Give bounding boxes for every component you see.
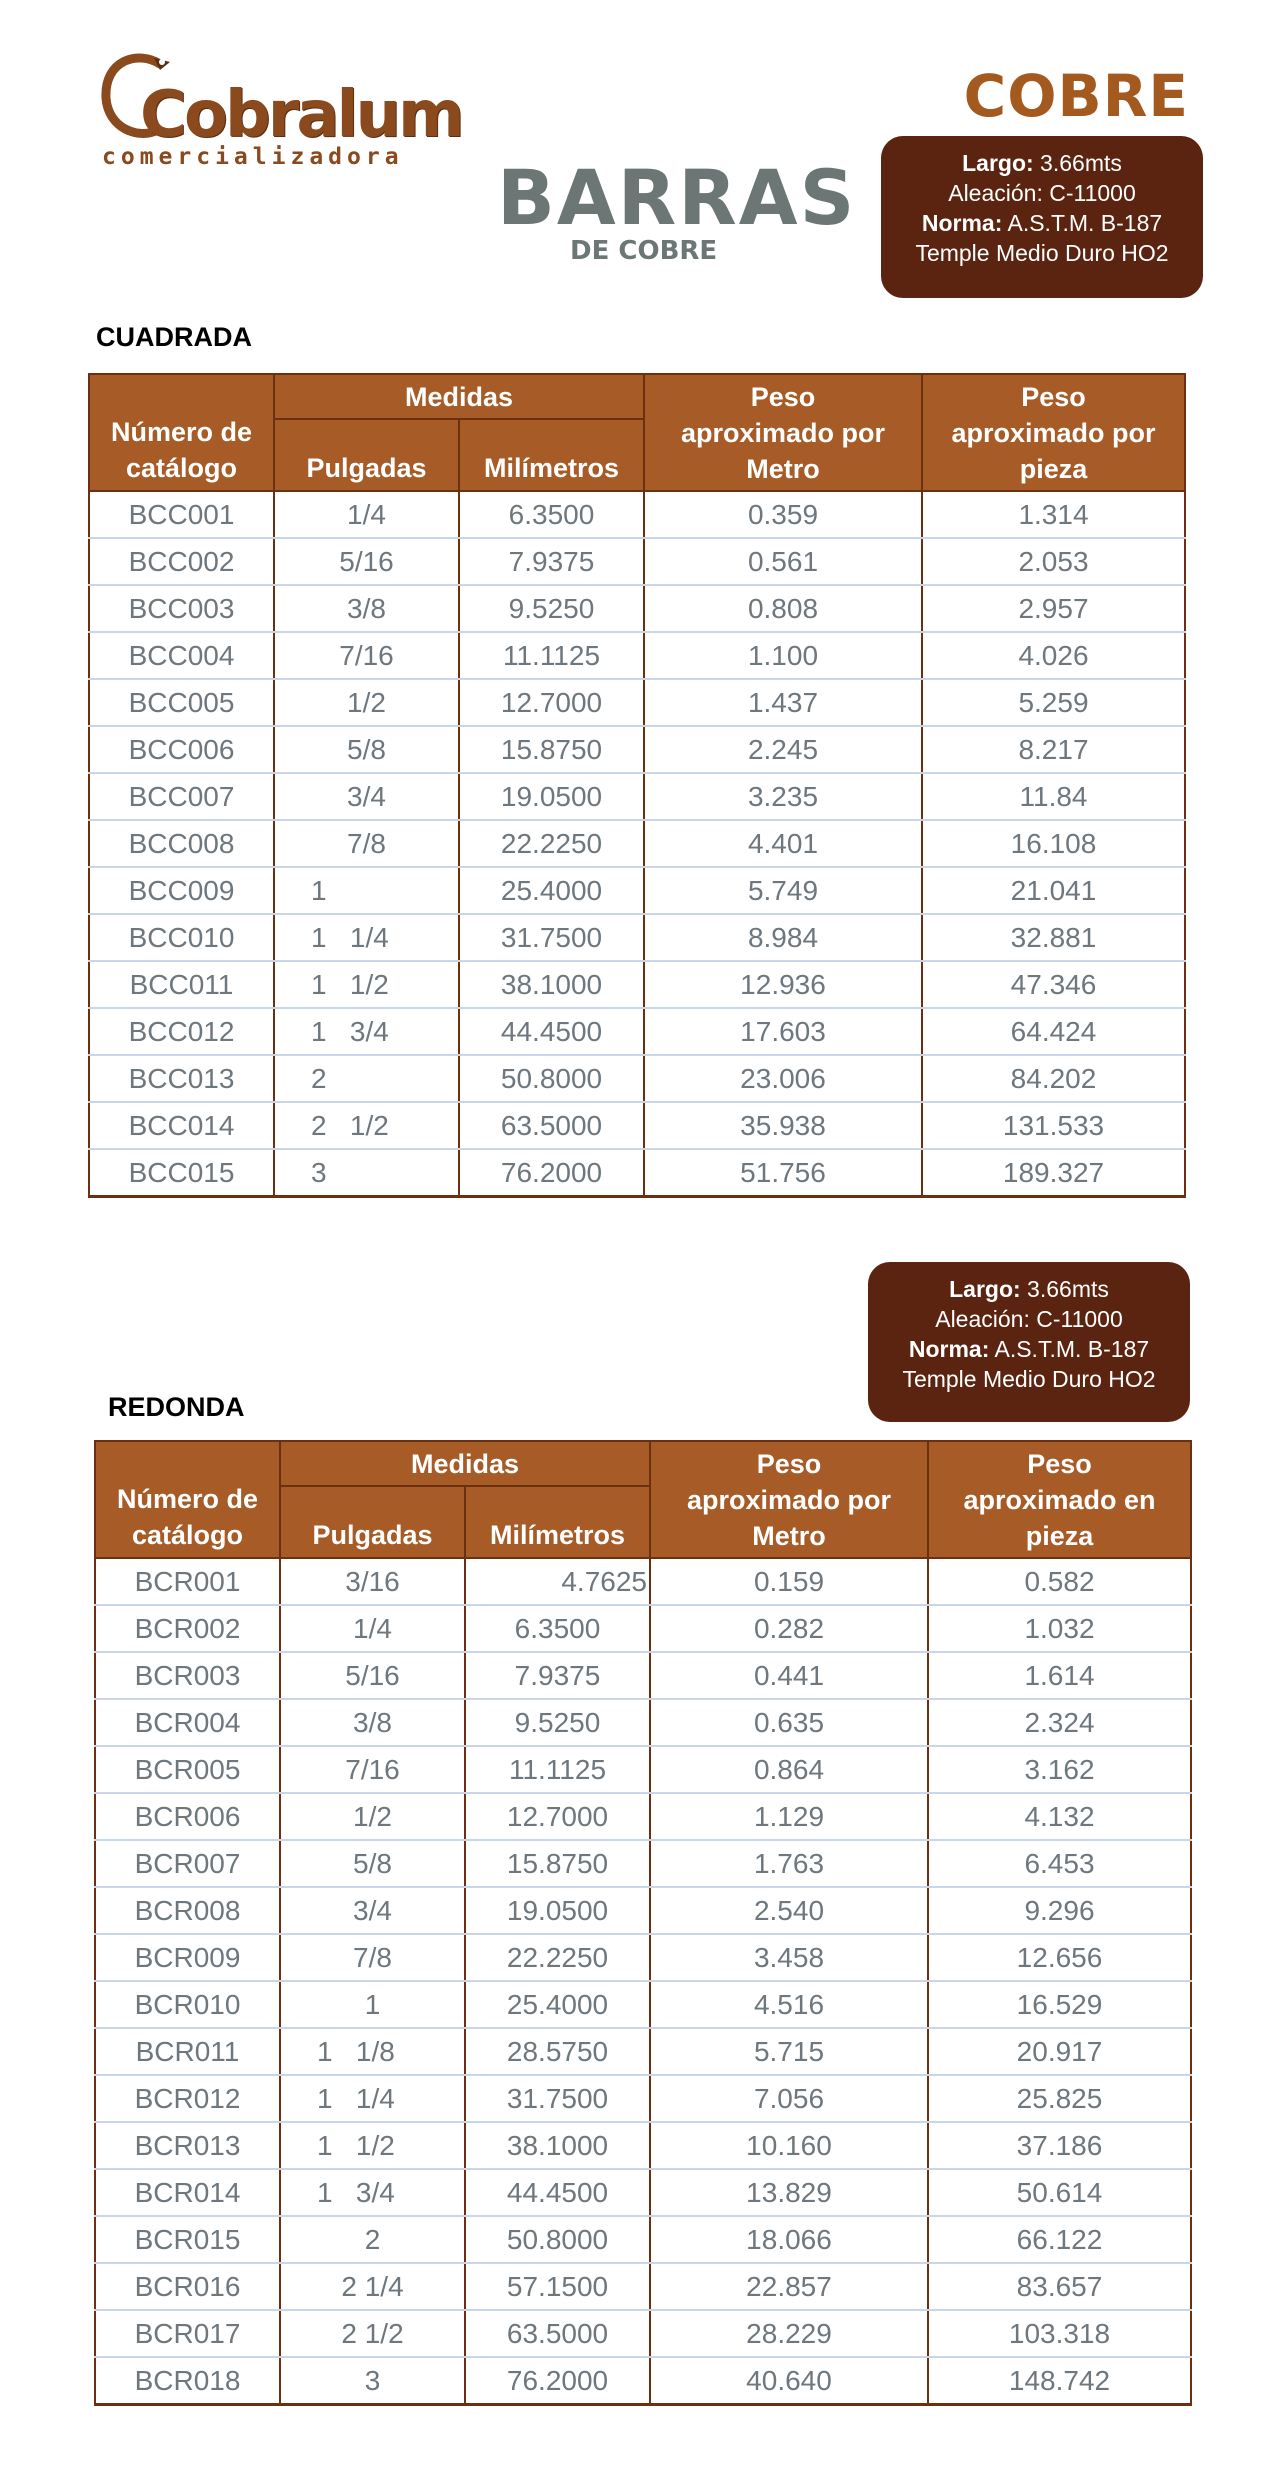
cell-peso-metro: 0.864 <box>650 1746 928 1793</box>
cell-milimetros: 4.7625 <box>465 1558 650 1605</box>
table-body-redonda <box>95 1558 1191 2405</box>
cell-pulgadas: 1 1/2 <box>280 2122 465 2169</box>
cell-peso-metro: 18.066 <box>650 2216 928 2263</box>
cell-milimetros: 44.4500 <box>459 1008 644 1055</box>
cell-pulgadas: 2 <box>280 2216 465 2263</box>
cell-milimetros: 7.9375 <box>459 538 644 585</box>
table-row <box>89 585 1185 632</box>
cell-catalogo: BCR008 <box>95 1887 280 1934</box>
cell-peso-metro: 5.749 <box>644 867 922 914</box>
cell-peso-pieza: 47.346 <box>922 961 1185 1008</box>
table-row <box>95 1840 1191 1887</box>
cell-peso-pieza: 4.132 <box>928 1793 1191 1840</box>
cell-peso-metro: 0.441 <box>650 1652 928 1699</box>
cell-milimetros: 31.7500 <box>465 2075 650 2122</box>
cell-peso-pieza: 50.614 <box>928 2169 1191 2216</box>
table-row <box>95 1605 1191 1652</box>
cell-peso-pieza: 1.032 <box>928 1605 1191 1652</box>
cell-peso-pieza: 66.122 <box>928 2216 1191 2263</box>
cell-peso-metro: 35.938 <box>644 1102 922 1149</box>
table-row <box>95 1887 1191 1934</box>
spec-box-redonda <box>868 1262 1190 1422</box>
cell-peso-pieza: 2.957 <box>922 585 1185 632</box>
metal-heading: COBRE <box>963 62 1189 130</box>
cell-peso-metro: 8.984 <box>644 914 922 961</box>
cell-milimetros: 28.5750 <box>465 2028 650 2075</box>
cell-peso-metro: 28.229 <box>650 2310 928 2357</box>
header-numero: Número de catálogo <box>89 374 274 491</box>
cell-catalogo: BCR007 <box>95 1840 280 1887</box>
cell-catalogo: BCR018 <box>95 2357 280 2405</box>
cell-catalogo: BCC012 <box>89 1008 274 1055</box>
cell-milimetros: 12.7000 <box>465 1793 650 1840</box>
spec-aleacion: Aleación: C-11000 <box>935 1306 1123 1332</box>
cell-milimetros: 31.7500 <box>459 914 644 961</box>
header-milimetros: Milímetros <box>459 419 644 491</box>
table-row <box>89 632 1185 679</box>
spec-aleacion: Aleación: C-11000 <box>948 180 1136 206</box>
cell-pulgadas: 5/16 <box>280 1652 465 1699</box>
cell-catalogo: BCR004 <box>95 1699 280 1746</box>
cell-milimetros: 9.5250 <box>459 585 644 632</box>
cell-milimetros: 9.5250 <box>465 1699 650 1746</box>
cell-pulgadas: 5/16 <box>274 538 459 585</box>
table-row <box>89 679 1185 726</box>
cell-peso-metro: 0.561 <box>644 538 922 585</box>
table-row <box>89 726 1185 773</box>
table-row <box>95 2169 1191 2216</box>
cell-peso-metro: 0.359 <box>644 491 922 538</box>
table-row <box>95 1934 1191 1981</box>
cell-catalogo: BCC015 <box>89 1149 274 1197</box>
cell-pulgadas: 1 <box>280 1981 465 2028</box>
cell-milimetros: 7.9375 <box>465 1652 650 1699</box>
cell-pulgadas: 3 <box>280 2357 465 2405</box>
table-row <box>89 1055 1185 1102</box>
cell-peso-pieza: 84.202 <box>922 1055 1185 1102</box>
table-row <box>95 2310 1191 2357</box>
cell-peso-metro: 23.006 <box>644 1055 922 1102</box>
spec-norma: Norma: A.S.T.M. B-187 <box>908 1336 1150 1362</box>
cell-peso-metro: 5.715 <box>650 2028 928 2075</box>
cell-milimetros: 6.3500 <box>459 491 644 538</box>
cell-milimetros: 57.1500 <box>465 2263 650 2310</box>
cell-catalogo: BCR016 <box>95 2263 280 2310</box>
logo-wordmark: Cobralum <box>140 78 462 152</box>
cell-catalogo: BCC013 <box>89 1055 274 1102</box>
cell-pulgadas: 1 1/4 <box>280 2075 465 2122</box>
cell-peso-metro: 0.808 <box>644 585 922 632</box>
cell-peso-pieza: 21.041 <box>922 867 1185 914</box>
cell-catalogo: BCC009 <box>89 867 274 914</box>
cell-milimetros: 76.2000 <box>465 2357 650 2405</box>
cell-peso-metro: 4.516 <box>650 1981 928 2028</box>
cell-catalogo: BCR011 <box>95 2028 280 2075</box>
cell-pulgadas: 1 3/4 <box>280 2169 465 2216</box>
cell-catalogo: BCR013 <box>95 2122 280 2169</box>
cell-peso-pieza: 1.614 <box>928 1652 1191 1699</box>
cell-peso-metro: 2.540 <box>650 1887 928 1934</box>
cell-catalogo: BCR005 <box>95 1746 280 1793</box>
cell-peso-metro: 40.640 <box>650 2357 928 2405</box>
cell-catalogo: BCR002 <box>95 1605 280 1652</box>
cell-peso-metro: 3.235 <box>644 773 922 820</box>
cell-milimetros: 44.4500 <box>465 2169 650 2216</box>
cell-peso-metro: 2.245 <box>644 726 922 773</box>
cell-milimetros: 6.3500 <box>465 1605 650 1652</box>
cell-milimetros: 25.4000 <box>465 1981 650 2028</box>
table-row <box>95 1746 1191 1793</box>
cell-catalogo: BCC004 <box>89 632 274 679</box>
cell-pulgadas: 5/8 <box>280 1840 465 1887</box>
cell-milimetros: 50.8000 <box>459 1055 644 1102</box>
cell-pulgadas: 1/2 <box>280 1793 465 1840</box>
cell-peso-pieza: 11.84 <box>922 773 1185 820</box>
cell-milimetros: 11.1125 <box>465 1746 650 1793</box>
cell-peso-metro: 0.159 <box>650 1558 928 1605</box>
cell-milimetros: 22.2250 <box>465 1934 650 1981</box>
cell-milimetros: 19.0500 <box>459 773 644 820</box>
cell-peso-metro: 1.100 <box>644 632 922 679</box>
header-medidas: Medidas <box>274 374 644 419</box>
cell-pulgadas: 2 <box>274 1055 459 1102</box>
cell-peso-pieza: 148.742 <box>928 2357 1191 2405</box>
cell-peso-metro: 17.603 <box>644 1008 922 1055</box>
cell-peso-pieza: 25.825 <box>928 2075 1191 2122</box>
cell-peso-pieza: 16.108 <box>922 820 1185 867</box>
header-medidas: Medidas <box>280 1441 650 1486</box>
cell-peso-pieza: 2.053 <box>922 538 1185 585</box>
cell-pulgadas: 3 <box>274 1149 459 1197</box>
cell-catalogo: BCC008 <box>89 820 274 867</box>
cell-peso-metro: 0.635 <box>650 1699 928 1746</box>
cell-peso-metro: 7.056 <box>650 2075 928 2122</box>
cell-milimetros: 63.5000 <box>465 2310 650 2357</box>
cell-milimetros: 11.1125 <box>459 632 644 679</box>
table-row <box>89 820 1185 867</box>
table-row <box>89 961 1185 1008</box>
table-row <box>95 1558 1191 1605</box>
cell-peso-pieza: 12.656 <box>928 1934 1191 1981</box>
cell-pulgadas: 1 1/2 <box>274 961 459 1008</box>
cell-pulgadas: 1 3/4 <box>274 1008 459 1055</box>
cell-peso-pieza: 83.657 <box>928 2263 1191 2310</box>
cell-catalogo: BCR001 <box>95 1558 280 1605</box>
section-title-redonda: REDONDA <box>108 1392 245 1422</box>
cell-peso-metro: 3.458 <box>650 1934 928 1981</box>
table-row <box>89 1149 1185 1197</box>
header-pulgadas: Pulgadas <box>280 1486 465 1558</box>
cell-catalogo: BCR015 <box>95 2216 280 2263</box>
cell-catalogo: BCC006 <box>89 726 274 773</box>
cell-peso-pieza: 4.026 <box>922 632 1185 679</box>
cell-milimetros: 63.5000 <box>459 1102 644 1149</box>
table-row <box>89 491 1185 538</box>
cell-peso-metro: 1.437 <box>644 679 922 726</box>
cell-catalogo: BCC007 <box>89 773 274 820</box>
cell-pulgadas: 2 1/4 <box>280 2263 465 2310</box>
cell-peso-metro: 1.763 <box>650 1840 928 1887</box>
table-row <box>95 1981 1191 2028</box>
cell-pulgadas: 1/2 <box>274 679 459 726</box>
spec-norma: Norma: A.S.T.M. B-187 <box>921 210 1163 236</box>
table-redonda <box>94 1440 1192 2406</box>
cell-catalogo: BCR003 <box>95 1652 280 1699</box>
cell-milimetros: 38.1000 <box>465 2122 650 2169</box>
cell-catalogo: BCR017 <box>95 2310 280 2357</box>
table-row <box>95 2075 1191 2122</box>
table-row <box>95 1793 1191 1840</box>
cell-peso-pieza: 103.318 <box>928 2310 1191 2357</box>
cell-pulgadas: 7/8 <box>280 1934 465 1981</box>
cell-pulgadas: 1/4 <box>274 491 459 538</box>
cell-pulgadas: 3/4 <box>280 1887 465 1934</box>
table-row <box>89 773 1185 820</box>
cell-catalogo: BCC010 <box>89 914 274 961</box>
cell-peso-metro: 1.129 <box>650 1793 928 1840</box>
cell-peso-metro: 12.936 <box>644 961 922 1008</box>
table-row <box>89 1008 1185 1055</box>
table-row <box>89 914 1185 961</box>
table-row <box>89 538 1185 585</box>
header-peso-pieza: Peso aproximado por pieza <box>922 374 1185 491</box>
table-cuadrada <box>88 373 1186 1198</box>
cell-peso-pieza: 32.881 <box>922 914 1185 961</box>
cell-catalogo: BCC002 <box>89 538 274 585</box>
cell-peso-pieza: 1.314 <box>922 491 1185 538</box>
cell-peso-pieza: 189.327 <box>922 1149 1185 1197</box>
cell-peso-metro: 22.857 <box>650 2263 928 2310</box>
cell-peso-pieza: 2.324 <box>928 1699 1191 1746</box>
table-row <box>95 2028 1191 2075</box>
table-row <box>89 1102 1185 1149</box>
cell-pulgadas: 1/4 <box>280 1605 465 1652</box>
cell-pulgadas: 1 1/8 <box>280 2028 465 2075</box>
header-milimetros: Milímetros <box>465 1486 650 1558</box>
header-peso-metro: Peso aproximado por Metro <box>650 1441 928 1558</box>
cell-catalogo: BCR014 <box>95 2169 280 2216</box>
table-row <box>95 2216 1191 2263</box>
cell-milimetros: 76.2000 <box>459 1149 644 1197</box>
spec-box-cuadrada <box>881 136 1203 298</box>
table-body-cuadrada <box>89 491 1185 1197</box>
cell-pulgadas: 5/8 <box>274 726 459 773</box>
company-logo <box>98 50 462 170</box>
cell-pulgadas: 7/16 <box>274 632 459 679</box>
cell-peso-pieza: 3.162 <box>928 1746 1191 1793</box>
cell-peso-pieza: 5.259 <box>922 679 1185 726</box>
cell-pulgadas: 3/4 <box>274 773 459 820</box>
cell-peso-pieza: 9.296 <box>928 1887 1191 1934</box>
cell-catalogo: BCC014 <box>89 1102 274 1149</box>
spec-temple: Temple Medio Duro HO2 <box>915 240 1169 266</box>
cell-milimetros: 25.4000 <box>459 867 644 914</box>
cell-catalogo: BCR012 <box>95 2075 280 2122</box>
cell-peso-pieza: 37.186 <box>928 2122 1191 2169</box>
header-peso-pieza: Peso aproximado en pieza <box>928 1441 1191 1558</box>
cell-peso-pieza: 0.582 <box>928 1558 1191 1605</box>
cell-catalogo: BCC005 <box>89 679 274 726</box>
cell-peso-metro: 51.756 <box>644 1149 922 1197</box>
table-row <box>95 1699 1191 1746</box>
cell-catalogo: BCR009 <box>95 1934 280 1981</box>
cell-peso-pieza: 8.217 <box>922 726 1185 773</box>
table-row <box>95 2357 1191 2405</box>
spec-largo: Largo: 3.66mts <box>949 1276 1109 1302</box>
page-subtitle: DE COBRE <box>570 236 718 266</box>
cell-milimetros: 15.8750 <box>465 1840 650 1887</box>
cell-pulgadas: 3/16 <box>280 1558 465 1605</box>
cell-pulgadas: 3/8 <box>280 1699 465 1746</box>
cell-peso-pieza: 64.424 <box>922 1008 1185 1055</box>
spec-largo: Largo: 3.66mts <box>962 150 1122 176</box>
cell-catalogo: BCC003 <box>89 585 274 632</box>
cell-milimetros: 12.7000 <box>459 679 644 726</box>
cell-milimetros: 38.1000 <box>459 961 644 1008</box>
header-pulgadas: Pulgadas <box>274 419 459 491</box>
cell-pulgadas: 3/8 <box>274 585 459 632</box>
cell-milimetros: 19.0500 <box>465 1887 650 1934</box>
cell-catalogo: BCC011 <box>89 961 274 1008</box>
cell-catalogo: BCR006 <box>95 1793 280 1840</box>
header-numero: Número de catálogo <box>95 1441 280 1558</box>
header-peso-metro: Peso aproximado por Metro <box>644 374 922 491</box>
cell-peso-metro: 13.829 <box>650 2169 928 2216</box>
page-title: BARRAS <box>497 153 857 242</box>
cell-pulgadas: 7/16 <box>280 1746 465 1793</box>
cell-peso-pieza: 131.533 <box>922 1102 1185 1149</box>
cell-pulgadas: 2 1/2 <box>280 2310 465 2357</box>
cell-milimetros: 50.8000 <box>465 2216 650 2263</box>
logo-tagline: comercializadora <box>102 144 404 170</box>
cell-milimetros: 22.2250 <box>459 820 644 867</box>
cell-catalogo: BCC001 <box>89 491 274 538</box>
table-row <box>89 867 1185 914</box>
cell-pulgadas: 7/8 <box>274 820 459 867</box>
cell-peso-metro: 4.401 <box>644 820 922 867</box>
cell-milimetros: 15.8750 <box>459 726 644 773</box>
table-row <box>95 2263 1191 2310</box>
table-row <box>95 1652 1191 1699</box>
cell-peso-metro: 0.282 <box>650 1605 928 1652</box>
cell-peso-pieza: 20.917 <box>928 2028 1191 2075</box>
spec-temple: Temple Medio Duro HO2 <box>902 1366 1156 1392</box>
section-title-cuadrada: CUADRADA <box>96 322 252 352</box>
cell-peso-metro: 10.160 <box>650 2122 928 2169</box>
cell-catalogo: BCR010 <box>95 1981 280 2028</box>
cell-pulgadas: 2 1/2 <box>274 1102 459 1149</box>
cell-peso-pieza: 16.529 <box>928 1981 1191 2028</box>
cell-pulgadas: 1 1/4 <box>274 914 459 961</box>
cell-peso-pieza: 6.453 <box>928 1840 1191 1887</box>
cell-pulgadas: 1 <box>274 867 459 914</box>
table-row <box>95 2122 1191 2169</box>
